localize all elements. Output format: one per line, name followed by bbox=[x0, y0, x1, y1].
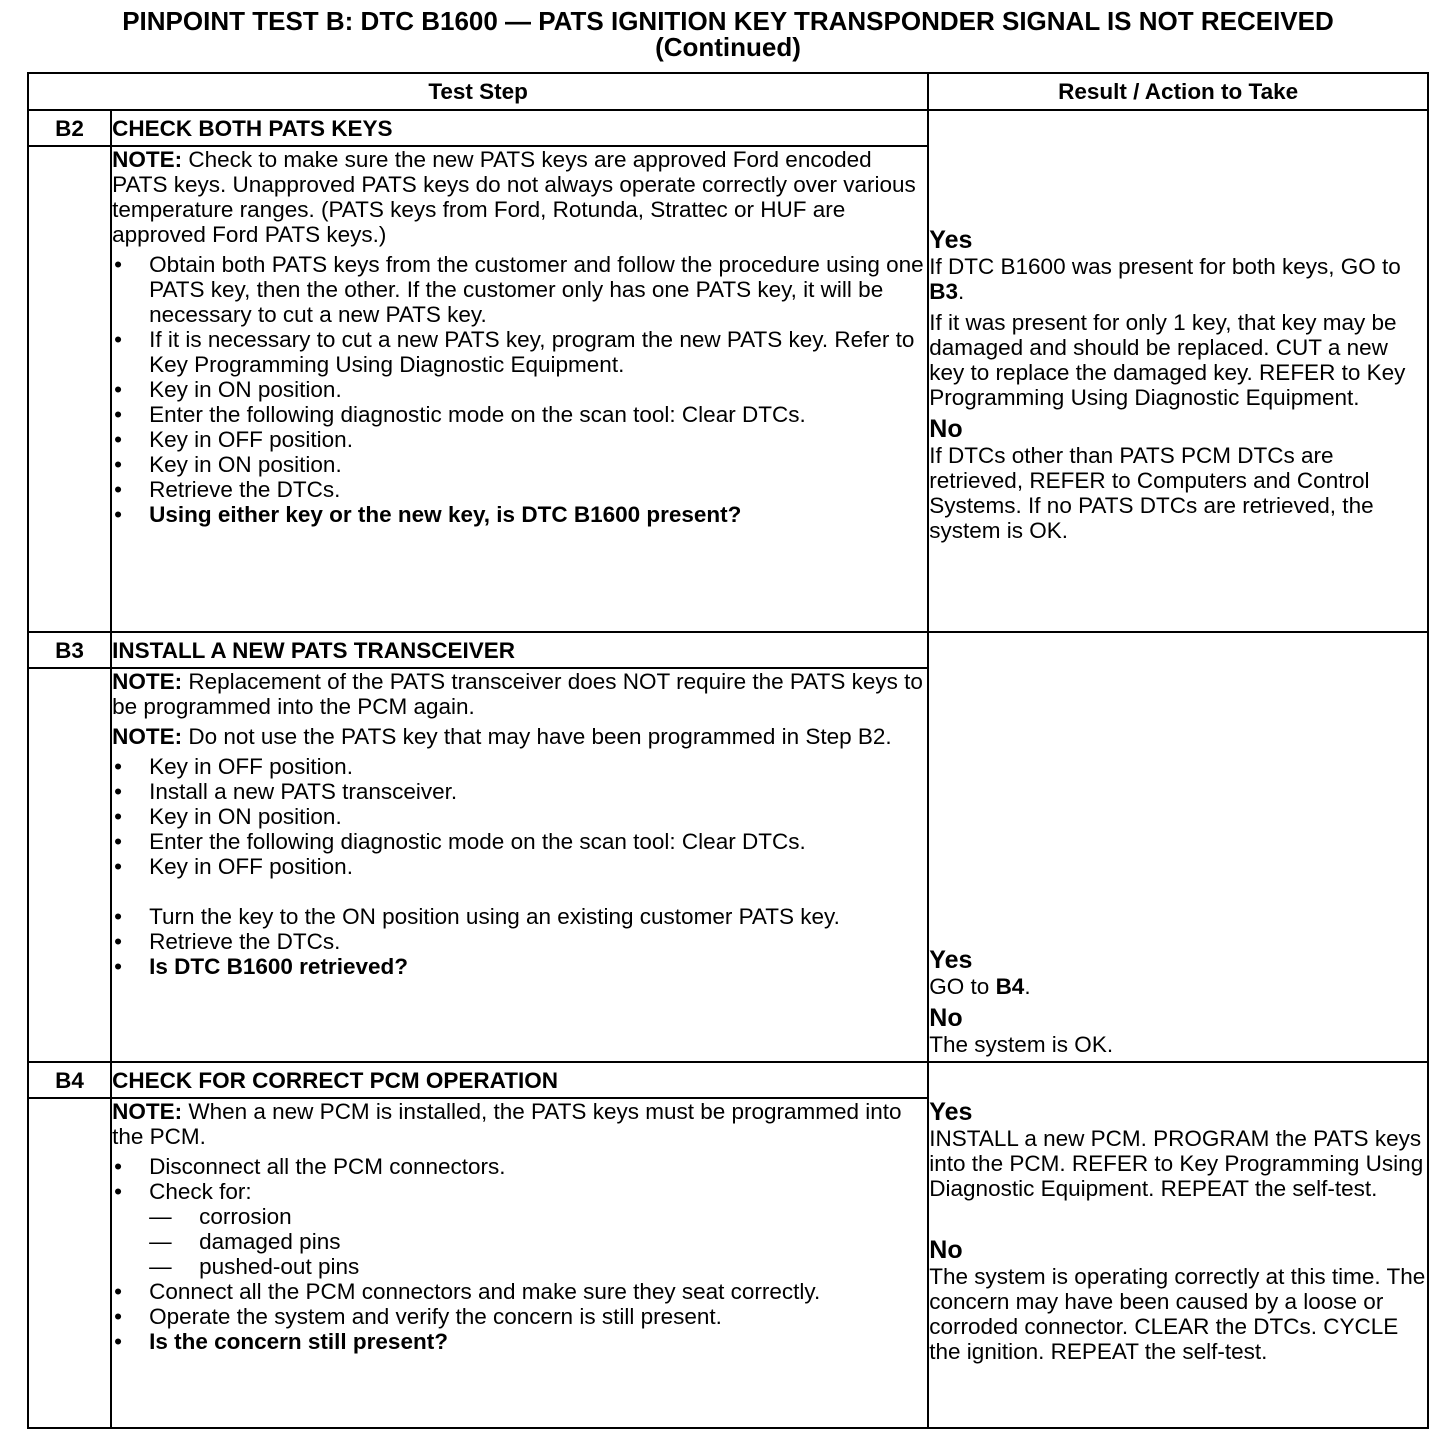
no-label-b4: No bbox=[929, 1236, 963, 1264]
list-item: • Retrieve the DTCs. bbox=[114, 929, 341, 954]
dash-item: — pushed-out pins bbox=[149, 1254, 360, 1279]
no-text-b3: The system is OK. bbox=[929, 1032, 1114, 1057]
dash-item: — corrosion bbox=[149, 1204, 292, 1229]
step-id-b2: B2 bbox=[28, 110, 111, 146]
bullet-list-b4 bbox=[112, 1154, 927, 1354]
dash-item: — damaged pins bbox=[149, 1229, 341, 1254]
question-b2: • Using either key or the new key, is DTC B1600 present? bbox=[114, 502, 742, 527]
no-text-b4: The system is operating correctly at this time. The concern may have been caused by a loose or corroded connector. CLEAR the DTCs. CYCLE the ignition. REPEAT the self-test. bbox=[929, 1264, 1426, 1364]
note-b2: NOTE: Check to make sure the new PATS keys are approved Ford encoded PATS keys. Unapproved PATS keys do not always operate correctly over various temperature ranges. (PATS keys from Ford, Rotunda, Strattec or HUF are approved Ford PATS keys.) bbox=[112, 147, 916, 247]
yes-text-b4: INSTALL a new PCM. PROGRAM the PATS keys into the PCM. REFER to Key Programming Using Diagnostic Equipment. REPEAT the self-test. bbox=[929, 1126, 1424, 1201]
header-test-step: Test Step bbox=[28, 73, 928, 110]
yes-text-b2: If DTC B1600 was present for both keys, GO to B3. bbox=[929, 254, 1401, 304]
yes-ref-b3: B4 bbox=[995, 974, 1025, 999]
list-item: • Turn the key to the ON position using an existing customer PATS key. bbox=[114, 904, 840, 929]
question-b3: • Is DTC B1600 retrieved? bbox=[114, 954, 408, 979]
step-b2-body bbox=[111, 146, 928, 632]
step-id-b4: B4 bbox=[28, 1062, 111, 1098]
step-b4-result bbox=[928, 1062, 1428, 1428]
yes-label-b3: Yes bbox=[929, 946, 973, 974]
yes-label-b2: Yes bbox=[929, 226, 973, 254]
yes-label-b4: Yes bbox=[929, 1098, 973, 1126]
note-b4: NOTE: When a new PCM is installed, the PATS keys must be programmed into the PCM. bbox=[112, 1099, 902, 1149]
no-label-b3: No bbox=[929, 1004, 963, 1032]
step-b3-result bbox=[928, 632, 1428, 1062]
step-b2-title-row bbox=[28, 110, 1428, 146]
list-item: • Key in OFF position. bbox=[114, 854, 353, 879]
no-label-b2: No bbox=[929, 415, 963, 443]
bullet-list-b3 bbox=[112, 754, 927, 879]
no-text-b2: If DTCs other than PATS PCM DTCs are retrieved, REFER to Computers and Control Systems. If no PATS DTCs are retrieved, the system is OK. bbox=[929, 443, 1374, 543]
step-b4-title-row bbox=[28, 1062, 1428, 1098]
list-item: • Check for: — corrosion — damaged pins — pushed-out pins bbox=[112, 1179, 927, 1279]
bullet-list-b2 bbox=[112, 252, 927, 527]
list-item: • Obtain both PATS keys from the customer and follow the procedure using one PATS key, then the other. If the customer only has one PATS key, it will be necessary to cut a new PATS key. bbox=[114, 252, 924, 327]
step-b3-title-row bbox=[28, 632, 1428, 668]
pinpoint-test-table bbox=[27, 72, 1429, 1429]
dash-list-b4 bbox=[149, 1204, 927, 1279]
yes-text-2-b2: If it was present for only 1 key, that key may be damaged and should be replaced. CUT a new key to replace the damaged key. REFER to Key Programming Using Diagnostic Equipment. bbox=[929, 310, 1406, 410]
question-b4: • Is the concern still present? bbox=[114, 1329, 448, 1354]
title-line-2: (Continued) bbox=[655, 32, 801, 62]
list-item: • Install a new PATS transceiver. bbox=[114, 779, 458, 804]
list-item: • Retrieve the DTCs. bbox=[114, 477, 341, 502]
step-b4-body bbox=[111, 1098, 928, 1428]
note-b3-2: NOTE: Do not use the PATS key that may have been programmed in Step B2. bbox=[112, 724, 892, 749]
list-item: • If it is necessary to cut a new PATS key, program the new PATS key. Refer to Key Programming Using Diagnostic Equipment. bbox=[114, 327, 915, 377]
list-item: • Connect all the PCM connectors and make sure they seat correctly. bbox=[114, 1279, 821, 1304]
yes-text-b3: GO to B4. bbox=[929, 974, 1031, 999]
document-title bbox=[0, 8, 1456, 60]
step-title-b3: INSTALL A NEW PATS TRANSCEIVER bbox=[111, 632, 928, 668]
header-result: Result / Action to Take bbox=[928, 73, 1428, 110]
yes-ref-b2: B3 bbox=[929, 279, 959, 304]
list-item: • Disconnect all the PCM connectors. bbox=[114, 1154, 506, 1179]
step-b3-body bbox=[111, 668, 928, 1062]
step-title-b4: CHECK FOR CORRECT PCM OPERATION bbox=[111, 1062, 928, 1098]
step-b2-result bbox=[928, 110, 1428, 632]
list-item: • Key in ON position. bbox=[114, 452, 342, 477]
list-item: • Operate the system and verify the concern is still present. bbox=[114, 1304, 722, 1329]
list-item: • Enter the following diagnostic mode on the scan tool: Clear DTCs. bbox=[114, 402, 806, 427]
step-id-b3: B3 bbox=[28, 632, 111, 668]
bullet-list-b3-cont bbox=[112, 904, 927, 979]
list-item: • Enter the following diagnostic mode on the scan tool: Clear DTCs. bbox=[114, 829, 806, 854]
list-item: • Key in OFF position. bbox=[114, 427, 353, 452]
list-item: • Key in OFF position. bbox=[114, 754, 353, 779]
list-item: • Key in ON position. bbox=[114, 377, 342, 402]
step-title-b2: CHECK BOTH PATS KEYS bbox=[111, 110, 928, 146]
table-header-row bbox=[28, 73, 1428, 110]
title-line-1: PINPOINT TEST B: DTC B1600 — PATS IGNITION KEY TRANSPONDER SIGNAL IS NOT RECEIVED bbox=[122, 6, 1334, 36]
list-item: • Key in ON position. bbox=[114, 804, 342, 829]
note-b3-1: NOTE: Replacement of the PATS transceiver does NOT require the PATS keys to be programmed into the PCM again. bbox=[112, 669, 923, 719]
